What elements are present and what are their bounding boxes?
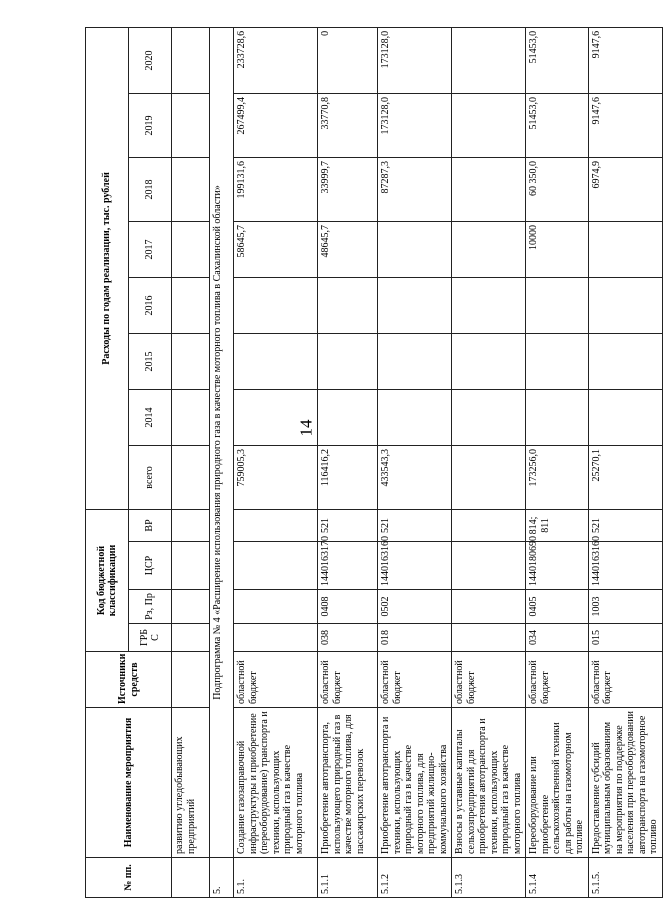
header-year-2017: 2017: [129, 221, 172, 277]
cell-2014: [234, 389, 318, 445]
header-row-1: [86, 27, 129, 897]
header-year-2015: 2015: [129, 333, 172, 389]
cell-name: Приобретение автотранспорта и техники, использующих природный газ в качестве моторного топлива, для предприятий жилищно-коммунального хозяйства: [378, 708, 452, 858]
cell-vr: [234, 509, 318, 541]
cell-2016: [234, 277, 318, 333]
header-vr: ВР: [129, 509, 172, 541]
cell-vr: 521: [318, 509, 378, 541]
cell-name: Создание газозаправочной инфраструктуры и приобретение (переоборудование) транспорта и техники, использующих природный газ в качестве моторного топлива: [234, 708, 318, 858]
cell-csr: 1440163170: [318, 542, 378, 590]
cell-source: областной бюджет: [318, 652, 378, 708]
cell-2015: [318, 333, 378, 389]
cell-source: областной бюджет: [378, 652, 452, 708]
rotated-table-wrapper: [85, 28, 659, 898]
cell-2017: 10000: [526, 221, 589, 277]
table-row-continuation: [172, 27, 210, 897]
cell-vr: 814; 811: [526, 509, 589, 541]
cell-2015: [526, 333, 589, 389]
cell-vr: [452, 509, 526, 541]
cell-total: 173256,0: [526, 445, 589, 509]
cell-rzpr: 0408: [318, 590, 378, 624]
cell-2018: 33999,7: [318, 157, 378, 221]
cell-2018: 87287,3: [378, 157, 452, 221]
cell-total: [452, 445, 526, 509]
cell-2017: [378, 221, 452, 277]
header-total: всего: [129, 445, 172, 509]
cell-name: развитию угледобывающих предприятий: [172, 708, 210, 858]
header-year-2014: 2014: [129, 389, 172, 445]
cell-2016: [318, 277, 378, 333]
cell-2014: [452, 389, 526, 445]
cell-total: 433543,3: [378, 445, 452, 509]
header-rzpr: Рз, Пр: [129, 590, 172, 624]
cell-2014: [378, 389, 452, 445]
table-stage: [85, 28, 659, 898]
cell-rzpr: 0405: [526, 590, 589, 624]
table-row: [588, 27, 662, 897]
cell-vr: 521: [378, 509, 452, 541]
subprogram-title: Подпрограмма № 4 «Расширение использования природного газа в качестве моторного топлива в Сахалинской области»: [210, 27, 234, 857]
cell-csr: [234, 542, 318, 590]
cell-grbs: 015: [588, 624, 662, 652]
cell-source: областной бюджет: [588, 652, 662, 708]
cell-2014: [588, 389, 662, 445]
cell-num: 5.1.2: [378, 858, 452, 898]
header-year-2018: 2018: [129, 157, 172, 221]
cell-vr: 521: [588, 509, 662, 541]
cell-rzpr: 1003: [588, 590, 662, 624]
cell-2018: 60 350,0: [526, 157, 589, 221]
header-name: Наименование мероприятия: [86, 708, 172, 858]
cell-num: [172, 858, 210, 898]
cell-name: Приобретение автотранспорта, использующего природный газ в качестве моторного топлива, для пассажирских перевозок: [318, 708, 378, 858]
cell-2019: 51453,0: [526, 93, 589, 157]
cell-source: областной бюджет: [452, 652, 526, 708]
cell-total: 116416,2: [318, 445, 378, 509]
header-year-2020: 2020: [129, 27, 172, 93]
cell-2019: 33770,8: [318, 93, 378, 157]
header-expenses: Расходы по годам реализации, тыс. рублей: [86, 27, 129, 509]
header-grbs: ГРБ С: [129, 624, 172, 652]
table-row: [526, 27, 589, 897]
cell-total: 759005,3: [234, 445, 318, 509]
cell-csr: 1440163160: [588, 542, 662, 590]
cell-2016: [452, 277, 526, 333]
cell-grbs: 038: [318, 624, 378, 652]
cell-2018: 199131,6: [234, 157, 318, 221]
header-budget-code: Код бюджетной классификации: [86, 509, 129, 651]
cell-2020: 9147,6: [588, 27, 662, 93]
cell-2020: 51453,0: [526, 27, 589, 93]
table-row: [318, 27, 378, 897]
cell-2017: [588, 221, 662, 277]
cell-2020: 0: [318, 27, 378, 93]
expenses-table: [85, 27, 663, 898]
cell-2017: 58645,7: [234, 221, 318, 277]
cell-2015: [234, 333, 318, 389]
cell-2020: 233728,6: [234, 27, 318, 93]
cell-2015: [378, 333, 452, 389]
cell-rzpr: [452, 590, 526, 624]
header-csr: ЦСР: [129, 542, 172, 590]
cell-name: Взносы в уставные капиталы сельхозпредприятий для приобретения автотранспорта и техники, использующих природный газ в качестве моторного топлива: [452, 708, 526, 858]
cell-2016: [526, 277, 589, 333]
cell-num: 5.1.4: [526, 858, 589, 898]
cell-2015: [452, 333, 526, 389]
cell-grbs: [234, 624, 318, 652]
header-year-2019: 2019: [129, 93, 172, 157]
cell-2019: 9147,6: [588, 93, 662, 157]
cell-total: 25270,1: [588, 445, 662, 509]
cell-2016: [378, 277, 452, 333]
cell-2015: [588, 333, 662, 389]
cell-grbs: 018: [378, 624, 452, 652]
cell-2018: 6974,9: [588, 157, 662, 221]
cell-2014: [318, 389, 378, 445]
header-num: № пп.: [86, 858, 172, 898]
cell-source: областной бюджет: [234, 652, 318, 708]
cell-csr: [452, 542, 526, 590]
cell-2019: 267499,4: [234, 93, 318, 157]
header-year-2016: 2016: [129, 277, 172, 333]
cell-name: Предоставление субсидий муниципальным образованиям на мероприятия по поддержке населения при переоборудовании автотранспорта на газомоторное топливо: [588, 708, 662, 858]
cell-2020: [452, 27, 526, 93]
cell-num: 5.1.: [234, 858, 318, 898]
cell-2017: [452, 221, 526, 277]
subprogram-row: [210, 27, 234, 897]
subprogram-num: 5.: [210, 858, 234, 898]
cell-num: 5.1.3: [452, 858, 526, 898]
cell-csr: 1440163160: [378, 542, 452, 590]
cell-rzpr: 0502: [378, 590, 452, 624]
cell-2018: [452, 157, 526, 221]
cell-2017: 48645,7: [318, 221, 378, 277]
cell-grbs: 034: [526, 624, 589, 652]
table-row: [452, 27, 526, 897]
cell-rzpr: [234, 590, 318, 624]
cell-num: 5.1.1: [318, 858, 378, 898]
cell-grbs: [452, 624, 526, 652]
cell-2016: [588, 277, 662, 333]
cell-name: Переоборудование или приобретение сельскохозяйственной техники для работы на газомоторном топливе: [526, 708, 589, 858]
cell-2020: 173128,0: [378, 27, 452, 93]
cell-num: 5.1.5.: [588, 858, 662, 898]
cell-source: областной бюджет: [526, 652, 589, 708]
cell-2019: 173128,0: [378, 93, 452, 157]
header-source: Источники средств: [86, 652, 172, 708]
cell-2014: [526, 389, 589, 445]
cell-csr: 1440180690: [526, 542, 589, 590]
page-number: 14: [296, 419, 316, 437]
table-row: [234, 27, 318, 897]
cell-2019: [452, 93, 526, 157]
table-row: [378, 27, 452, 897]
